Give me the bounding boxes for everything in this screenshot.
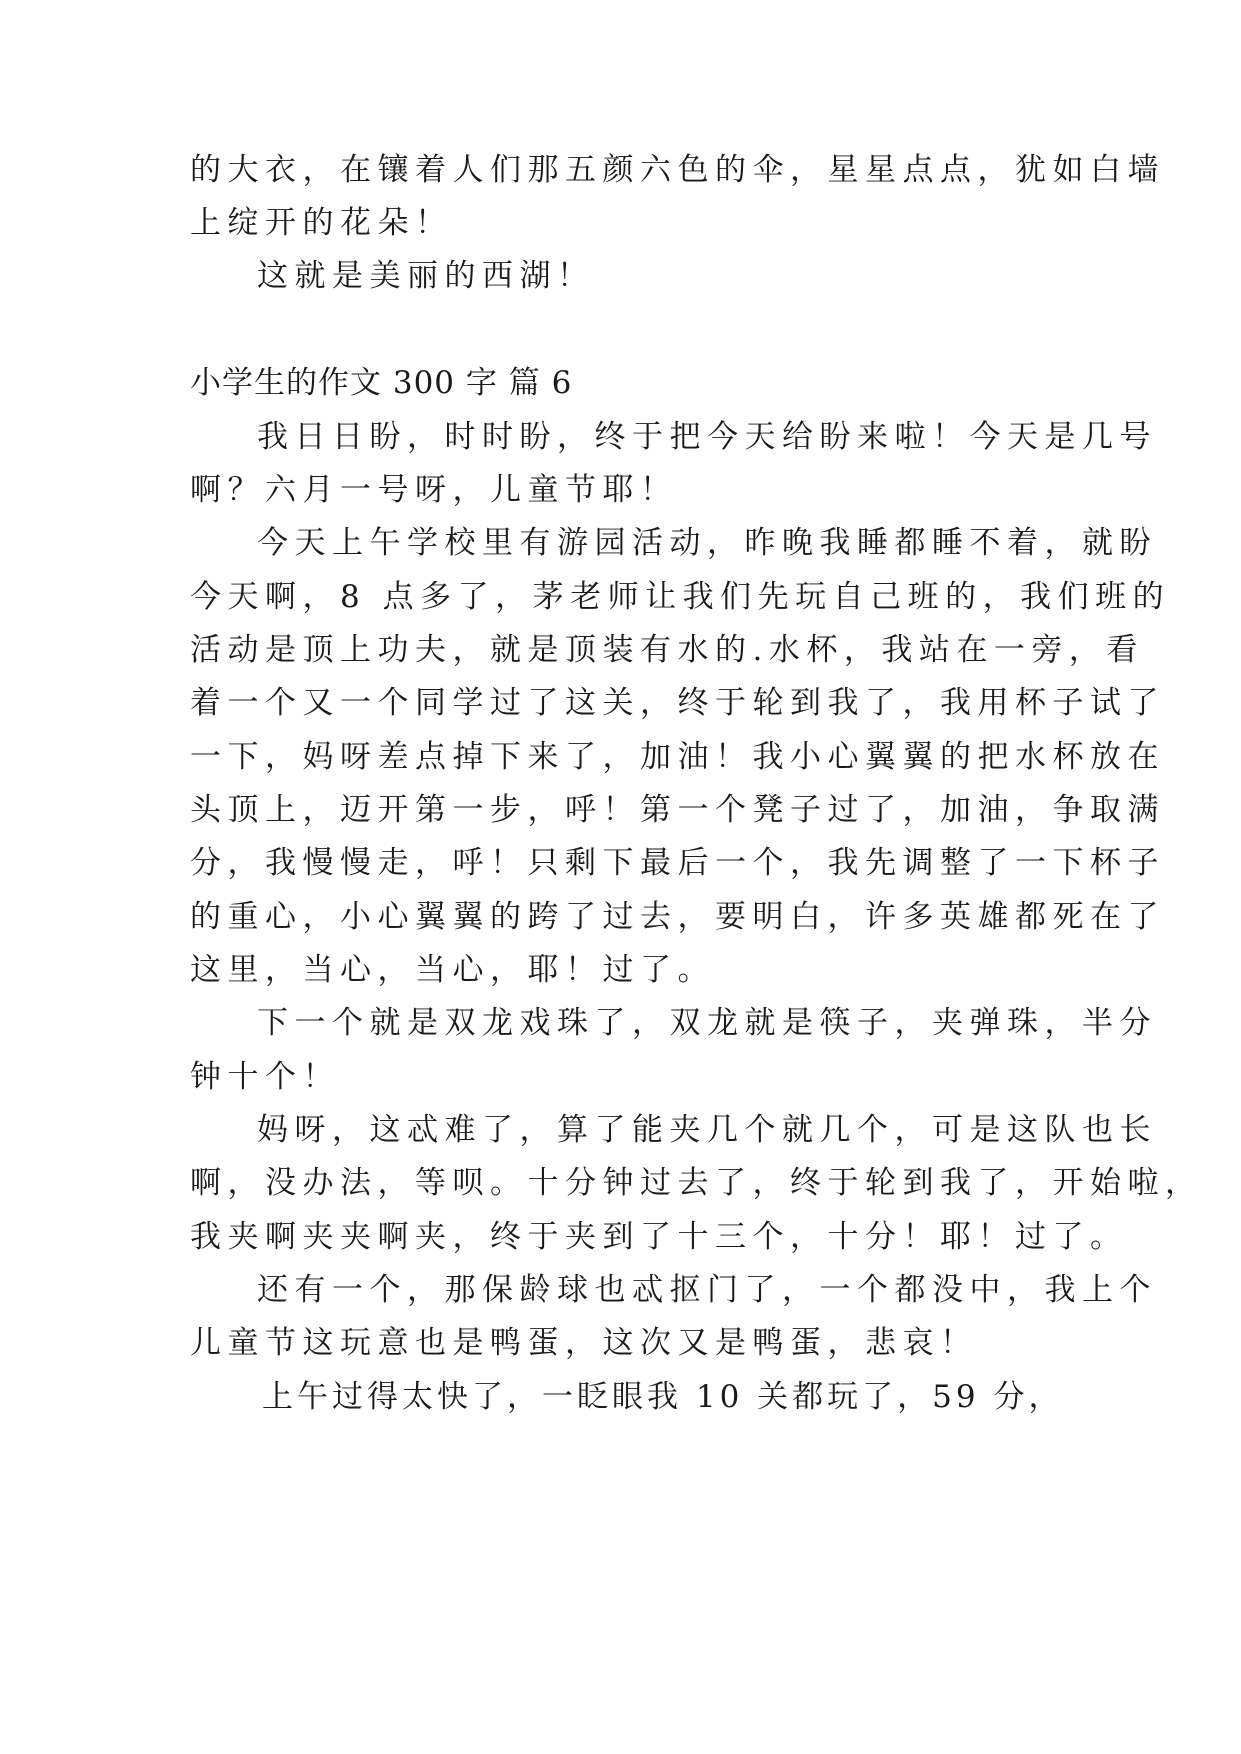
text-line: 的大衣，在镶着人们那五颜六色的伞，星星点点，犹如白墙 [190,152,1165,188]
text-line: 钟十个！ [190,1059,340,1095]
text-line: 上午过得太快了，一眨眼我 10 关都玩了，59 分， [262,1379,1064,1415]
text-line: 上绽开的花朵！ [190,205,453,241]
text-line: 今天啊，8 点多了，茅老师让我们先玩自己班的，我们班的 [190,579,1171,615]
text-line: 我夹啊夹夹啊夹，终于夹到了十三个，十分！耶！过了。 [190,1219,1128,1255]
text-line: 今天上午学校里有游园活动，昨晚我睡都睡不着，就盼 [257,525,1157,561]
text-line: 活动是顶上功夫，就是顶装有水的.水杯，我站在一旁，看 [190,632,1144,668]
text-line: 头顶上，迈开第一步，呼！第一个凳子过了，加油，争取满 [190,792,1165,828]
text-line: 下一个就是双龙戏珠了，双龙就是筷子，夹弹珠，半分 [257,1005,1157,1041]
text-line: 儿童节这玩意也是鸭蛋，这次又是鸭蛋，悲哀！ [190,1325,978,1361]
text-line: 着一个又一个同学过了这关，终于轮到我了，我用杯子试了 [190,685,1165,721]
section-heading: 小学生的作文 300 字 篇 6 [190,365,573,401]
text-line: 分，我慢慢走，呼！只剩下最后一个，我先调整了一下杯子 [190,845,1165,881]
text-line: 这就是美丽的西湖！ [257,258,595,294]
text-line: 还有一个，那保龄球也忒抠门了，一个都没中，我上个 [257,1272,1157,1308]
text-line: 这里，当心，当心，耶！过了。 [190,952,715,988]
text-line: 一下，妈呀差点掉下来了，加油！我小心翼翼的把水杯放在 [190,739,1165,775]
text-line: 我日日盼，时时盼，终于把今天给盼来啦！今天是几号 [257,419,1157,455]
text-line: 啊，没办法，等呗。十分钟过去了，终于轮到我了，开始啦， [190,1165,1203,1201]
text-line: 的重心，小心翼翼的跨了过去，要明白，许多英雄都死在了 [190,899,1165,935]
text-line: 妈呀，这忒难了，算了能夹几个就几个，可是这队也长 [257,1112,1157,1148]
text-line: 啊？六月一号呀，儿童节耶！ [190,472,678,508]
